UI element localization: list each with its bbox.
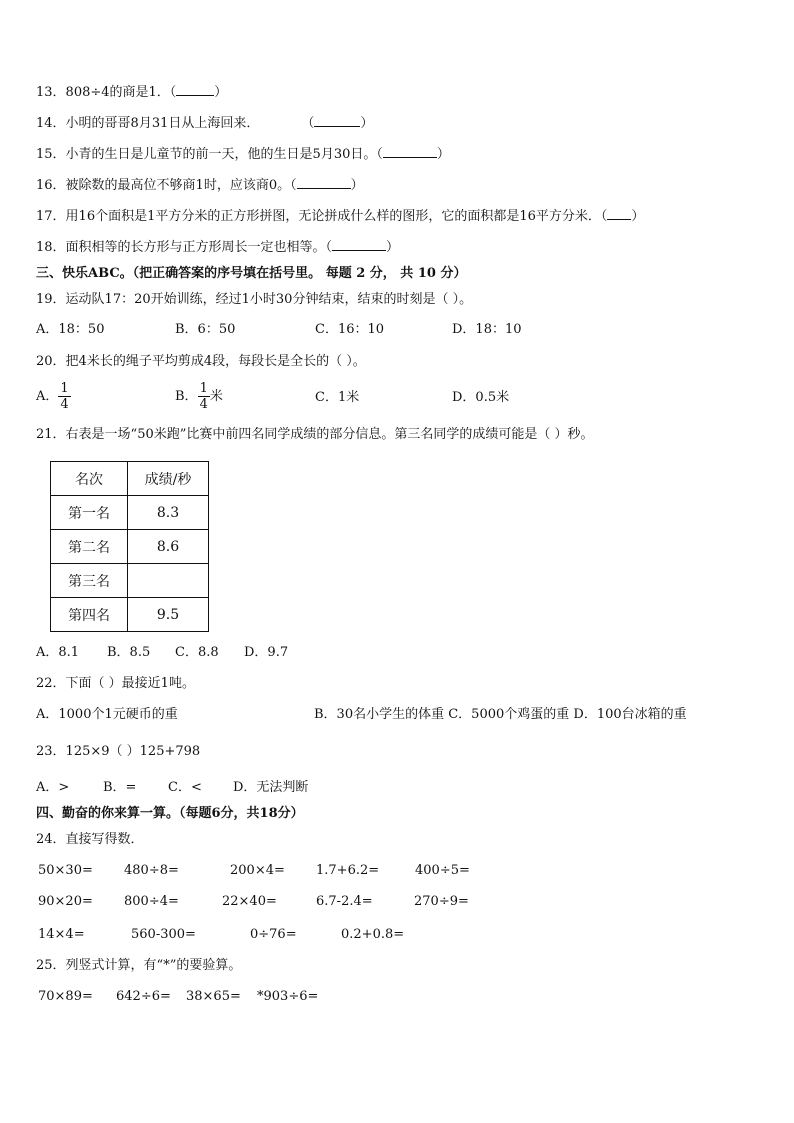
calc-item: 38×65= — [186, 989, 241, 1004]
table-row — [51, 496, 209, 530]
question-16-text: 16．被除数的最高位不够商1时，应该商0。（ — [36, 178, 297, 193]
calc-item: 270÷9= — [414, 894, 469, 909]
question-21-stem: 21．右表是一场“50米跑”比赛中前四名同学成绩的部分信息。第三名同学的成绩可能是（ ）秒。 — [36, 427, 594, 442]
question-13: 13．808÷4的商是1．（ ） — [36, 85, 228, 100]
calc-item: 642÷6= — [116, 989, 171, 1004]
section-4-heading: 四、勤奋的你来算一算。（每题6分，共18分） — [36, 806, 304, 821]
question-20-option-c[interactable]: C．1米 — [315, 390, 360, 405]
question-17-text: 17．用16个面积是1平方分米的正方形拼图，无论拼成什么样的图形，它的面积都是16平方分米．（ — [36, 209, 608, 224]
question-23-option-a[interactable]: A．> — [36, 780, 70, 795]
question-18: 18．面积相等的长方形与正方形周长一定也相等。（ ） — [36, 240, 400, 255]
calc-item: 22×40= — [222, 894, 277, 909]
calc-item: 0.2+0.8= — [341, 927, 405, 942]
table-cell: 9.5 — [128, 598, 209, 632]
question-20-option-a[interactable]: A． $\frac{1}{4}$ — [36, 381, 69, 412]
question-24-stem: 24．直接写得数． — [36, 832, 144, 847]
question-23-option-b[interactable]: B．= — [103, 780, 137, 795]
calc-item: 800÷4= — [124, 894, 179, 909]
question-23-option-d[interactable]: D．无法判断 — [233, 780, 309, 795]
calc-item: 14×4= — [38, 927, 85, 942]
question-20-option-d[interactable]: D．0.5米 — [452, 390, 510, 405]
answer-blank[interactable] — [297, 176, 351, 189]
answer-blank[interactable] — [332, 238, 386, 251]
question-21-option-b[interactable]: B．8.5 — [107, 645, 151, 660]
calc-item: 50×30= — [38, 863, 93, 878]
question-25-stem: 25．列竖式计算，有“*”的要验算。 — [36, 958, 242, 973]
table-cell: 第二名 — [51, 530, 128, 564]
table-header: 名次 — [51, 462, 128, 496]
table-cell: 第四名 — [51, 598, 128, 632]
question-21-option-d[interactable]: D．9.7 — [244, 645, 289, 660]
table-cell: 8.3 — [128, 496, 209, 530]
fraction: $\frac{1}{4}$ — [60, 381, 69, 412]
question-20-option-b[interactable]: B． $\frac{1}{4}$ 米 — [175, 381, 223, 412]
table-cell: 8.6 — [128, 530, 209, 564]
question-23-option-c[interactable]: C．< — [168, 780, 202, 795]
question-14: 14．小明的哥哥8月31日从上海回来． （ ） — [36, 116, 374, 131]
calc-item: 0÷76= — [250, 927, 297, 942]
question-18-text: 18．面积相等的长方形与正方形周长一定也相等。（ — [36, 240, 333, 255]
question-13-text: 13．808÷4的商是1．（ — [36, 85, 177, 100]
calc-item: 6.7-2.4= — [316, 894, 373, 909]
calc-item: 1.7+6.2= — [316, 863, 380, 878]
results-table — [50, 461, 209, 632]
section-3-heading: 三、快乐ABC。（把正确答案的序号填在括号里。 每题 2 分， 共 10 分） — [36, 266, 467, 281]
question-14-text: 14．小明的哥哥8月31日从上海回来． — [36, 116, 260, 131]
answer-blank[interactable] — [383, 145, 437, 158]
question-15: 15．小青的生日是儿童节的前一天，他的生日是5月30日。（ ） — [36, 147, 450, 162]
calc-item: 90×20= — [38, 894, 93, 909]
question-21-option-a[interactable]: A．8.1 — [36, 645, 80, 660]
question-19-stem: 19．运动队17：20开始训练，经过1小时30分钟结束，结束的时刻是（ ）。 — [36, 292, 473, 307]
table-cell-empty[interactable] — [128, 564, 209, 598]
question-19-option-a[interactable]: A．18：50 — [36, 322, 105, 337]
question-22-stem: 22．下面（ ）最接近1吨。 — [36, 676, 195, 691]
question-17: 17．用16个面积是1平方分米的正方形拼图，无论拼成什么样的图形，它的面积都是16平方分米．（ ） — [36, 209, 645, 224]
calc-item: 400÷5= — [415, 863, 470, 878]
table-row — [51, 598, 209, 632]
question-15-text: 15．小青的生日是儿童节的前一天，他的生日是5月30日。（ — [36, 147, 383, 162]
calc-item: 480÷8= — [124, 863, 179, 878]
fraction: $\frac{1}{4}$ — [199, 381, 208, 412]
table-row — [51, 564, 209, 598]
table-header: 成绩/秒 — [128, 462, 209, 496]
question-19-option-c[interactable]: C．16：10 — [315, 322, 385, 337]
table-cell: 第一名 — [51, 496, 128, 530]
question-20-stem: 20．把4米长的绳子平均剪成4段，每段长是全长的（ ）。 — [36, 354, 366, 369]
question-22-option-a[interactable]: A．1000个1元硬币的重 — [36, 707, 178, 722]
table-header-row — [51, 462, 209, 496]
calc-item: *903÷6= — [257, 989, 319, 1004]
table-cell: 第三名 — [51, 564, 128, 598]
calc-item: 560-300= — [131, 927, 196, 942]
answer-blank[interactable] — [607, 207, 631, 220]
question-22-options-bcd[interactable]: B．30名小学生的体重 C．5000个鸡蛋的重 D．100台冰箱的重 — [314, 707, 687, 722]
question-21-option-c[interactable]: C．8.8 — [175, 645, 219, 660]
question-19-option-b[interactable]: B．6：50 — [175, 322, 236, 337]
table-row — [51, 530, 209, 564]
question-19-option-d[interactable]: D．18：10 — [452, 322, 522, 337]
question-16: 16．被除数的最高位不够商1时，应该商0。（ ） — [36, 178, 364, 193]
answer-blank[interactable] — [314, 114, 360, 127]
question-23-stem: 23．125×9（ ）125+798 — [36, 744, 201, 759]
answer-blank[interactable] — [176, 83, 214, 96]
calc-item: 70×89= — [38, 989, 93, 1004]
calc-item: 200×4= — [230, 863, 285, 878]
